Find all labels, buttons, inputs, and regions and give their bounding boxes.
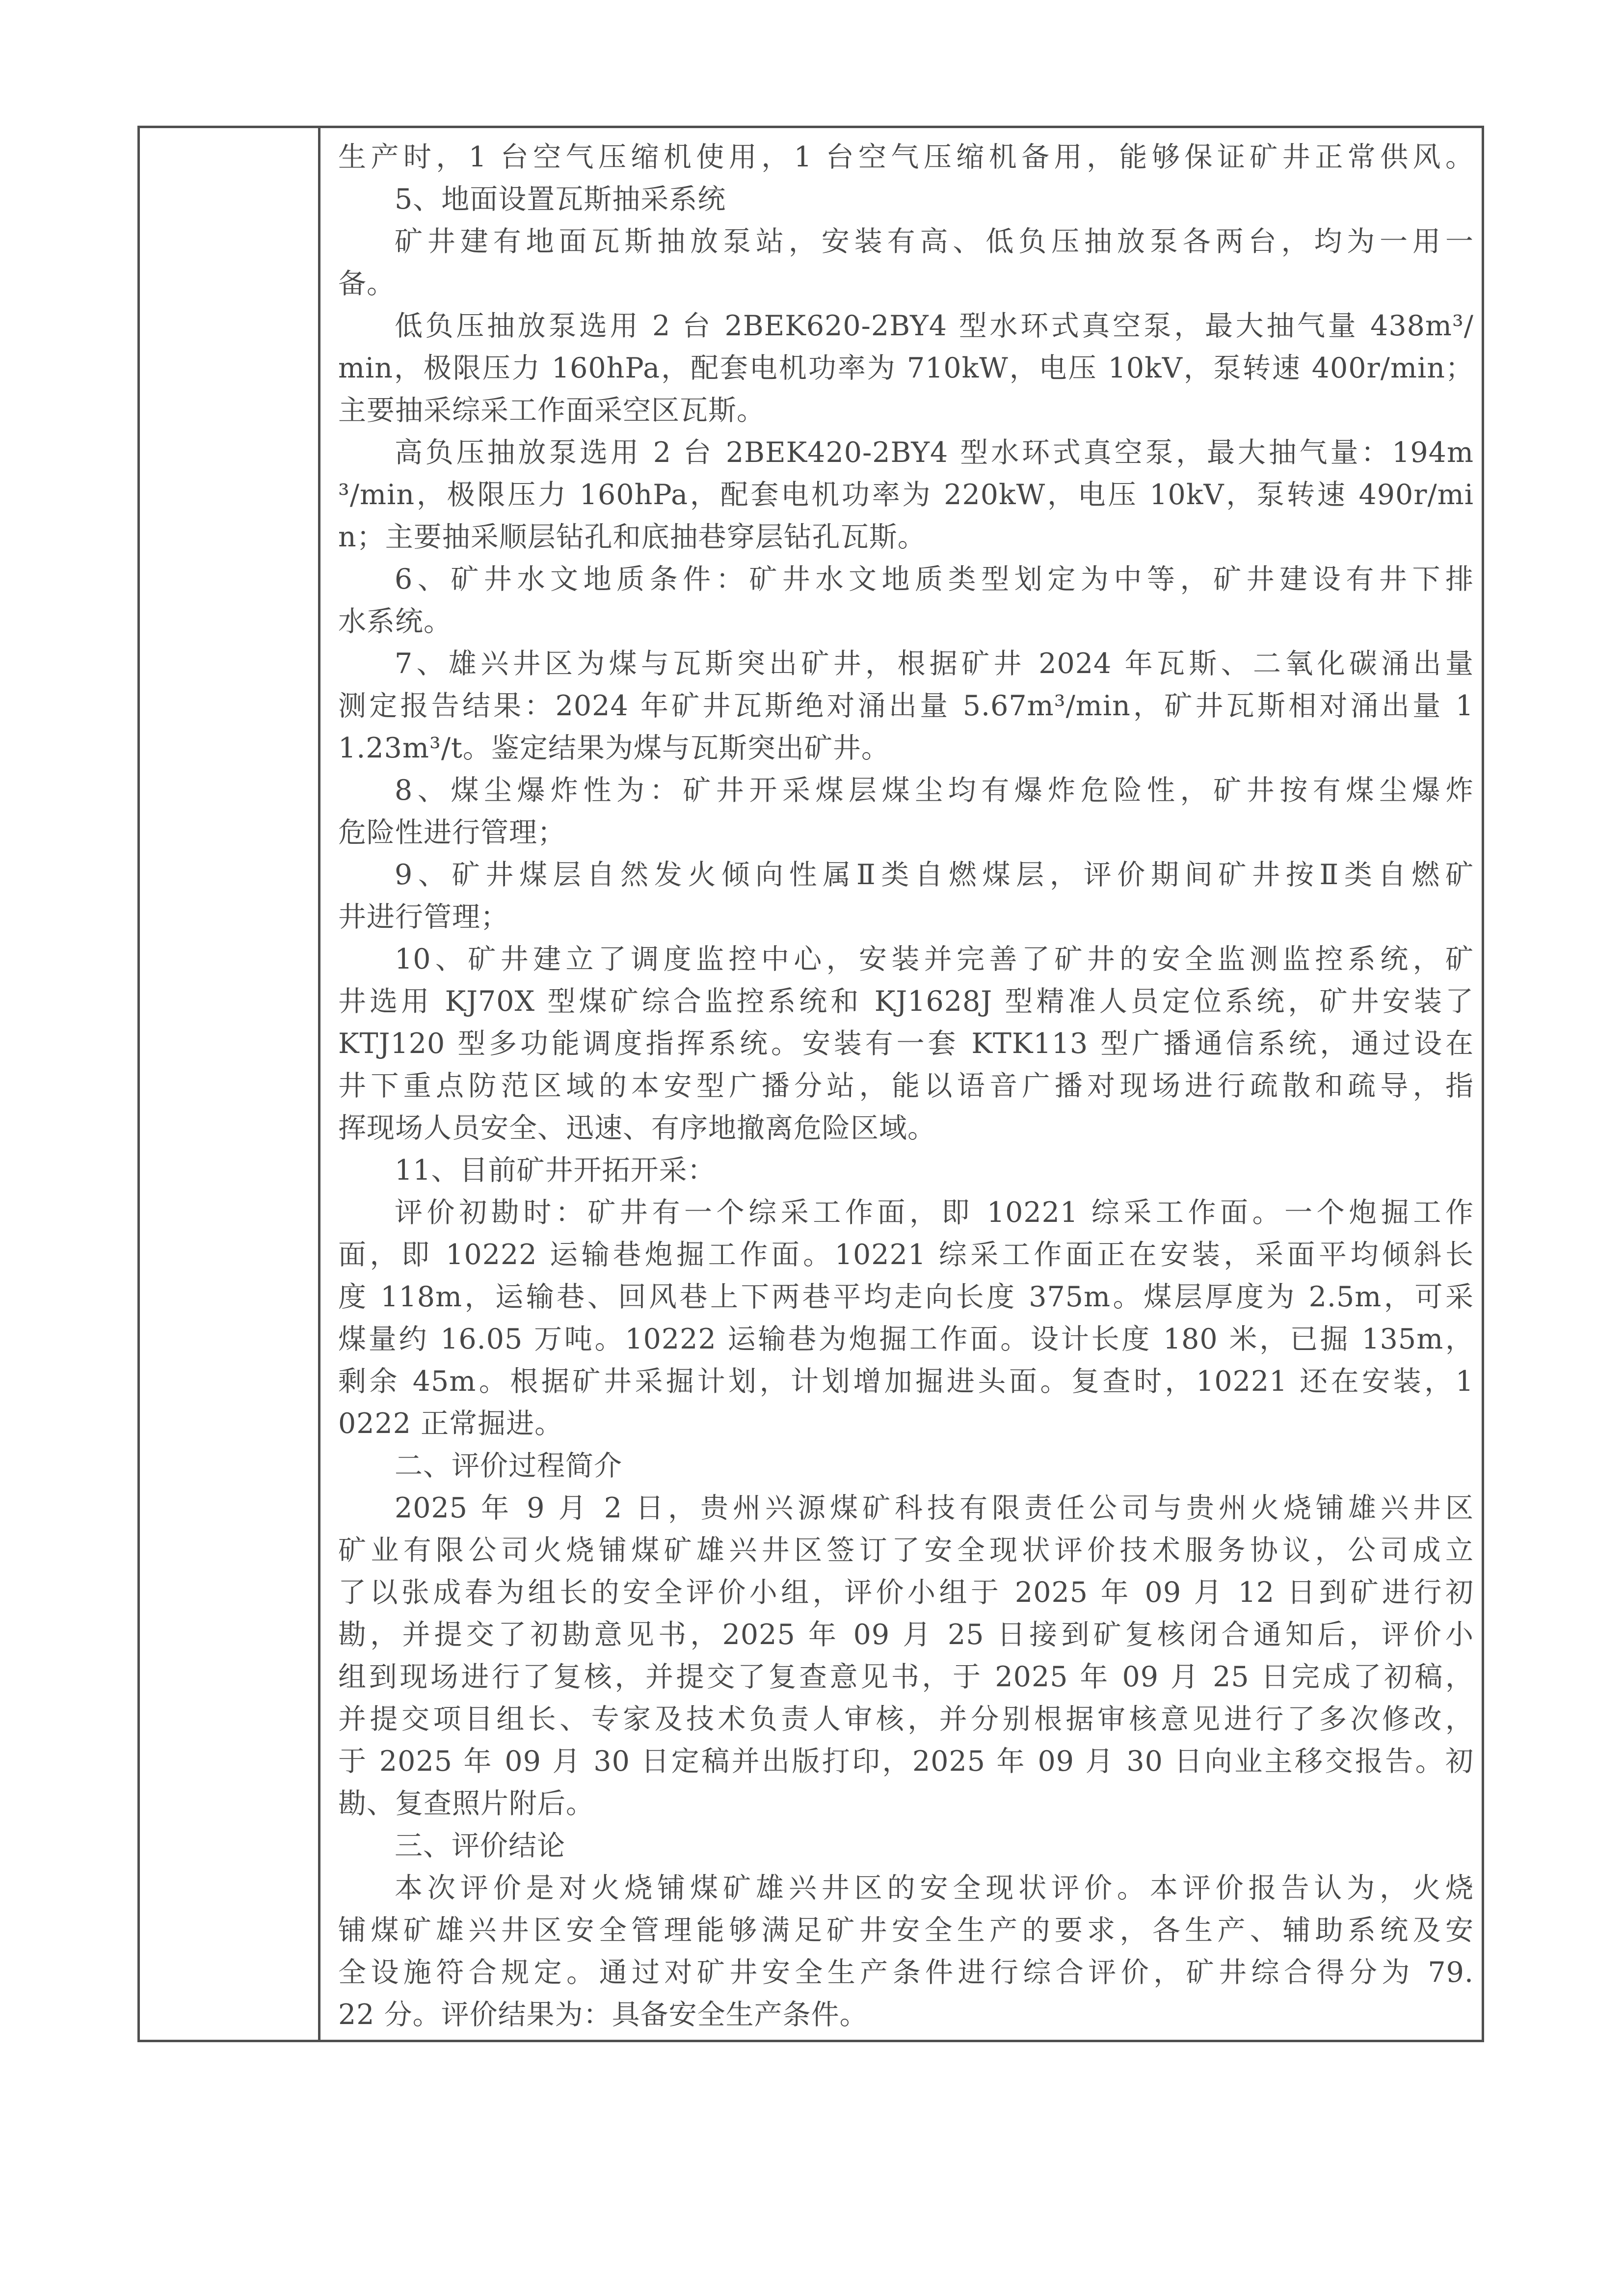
text-line: 评价初勘时：矿井有一个综采工作面，即 10221 综采工作面。一个炮掘工作 xyxy=(395,1196,1474,1229)
text-line: 备。 xyxy=(338,268,395,300)
text-line: 于 2025 年 09 月 30 日定稿并出版打印，2025 年 09 月 30 日向业主移交报告。初 xyxy=(338,1745,1474,1778)
text-line: 6、矿井水文地质条件：矿井水文地质类型划定为中等，矿井建设有井下排 xyxy=(395,563,1474,595)
text-line: 三、评价结论 xyxy=(395,1830,565,1862)
text-line: 7、雄兴井区为煤与瓦斯突出矿井，根据矿井 2024 年瓦斯、二氧化碳涌出量 xyxy=(395,648,1474,680)
text-line: 组到现场进行了复核，并提交了复查意见书，于 2025 年 09 月 25 日完成了初稿， xyxy=(338,1661,1474,1693)
text-line: ³/min，极限压力 160hPa，配套电机功率为 220kW，电压 10kV，泵转速 490r/mi xyxy=(338,479,1474,511)
text-line: 二、评价过程简介 xyxy=(395,1450,622,1482)
text-line: 高负压抽放泵选用 2 台 2BEK420-2BY4 型水环式真空泵，最大抽气量：194m xyxy=(395,436,1474,469)
text-line: min，极限压力 160hPa，配套电机功率为 710kW，电压 10kV，泵转速 400r/min； xyxy=(338,352,1474,384)
text-line: 矿井建有地面瓦斯抽放泵站，安装有高、低负压抽放泵各两台，均为一用一 xyxy=(395,225,1474,258)
text-line: 1.23m³/t。鉴定结果为煤与瓦斯突出矿井。 xyxy=(338,732,890,764)
text-line: 勘，并提交了初勘意见书，2025 年 09 月 25 日接到矿复核闭合通知后，评价小 xyxy=(338,1619,1474,1651)
report-table xyxy=(137,126,1484,2042)
text-line: 全设施符合规定。通过对矿井安全生产条件进行综合评价，矿井综合得分为 79. xyxy=(338,1956,1474,1989)
text-line: 剩余 45m。根据矿井采掘计划，计划增加掘进头面。复查时，10221 还在安装，1 xyxy=(338,1365,1474,1398)
text-line: 主要抽采综采工作面采空区瓦斯。 xyxy=(338,394,765,427)
text-line: 并提交项目组长、专家及技术负责人审核，并分别根据审核意见进行了多次修改， xyxy=(338,1703,1474,1735)
text-line: n；主要抽采顺层钻孔和底抽巷穿层钻孔瓦斯。 xyxy=(338,521,926,553)
text-line: 铺煤矿雄兴井区安全管理能够满足矿井安全生产的要求，各生产、辅助系统及安 xyxy=(338,1914,1474,1946)
text-line: 井进行管理； xyxy=(338,901,509,933)
text-line: 生产时，1 台空气压缩机使用，1 台空气压缩机备用，能够保证矿井正常供风。 xyxy=(338,141,1474,173)
text-line: 面，即 10222 运输巷炮掘工作面。10221 综采工作面正在安装，采面平均倾斜长 xyxy=(338,1239,1474,1271)
text-line: 度 118m，运输巷、回风巷上下两巷平均走向长度 375m。煤层厚度为 2.5m，可采 xyxy=(338,1281,1474,1313)
text-line: 水系统。 xyxy=(338,605,452,638)
text-line: 10、矿井建立了调度监控中心，安装并完善了矿井的安全监测监控系统，矿 xyxy=(395,943,1474,975)
text-line: 危险性进行管理； xyxy=(338,816,566,849)
text-line: 低负压抽放泵选用 2 台 2BEK620-2BY4 型水环式真空泵，最大抽气量 438m³/ xyxy=(395,310,1474,342)
text-line: 煤量约 16.05 万吨。10222 运输巷为炮掘工作面。设计长度 180 米，已掘 135m， xyxy=(338,1323,1474,1355)
text-line: 井下重点防范区域的本安型广播分站，能以语音广播对现场进行疏散和疏导，指 xyxy=(338,1070,1474,1102)
text-line: 5、地面设置瓦斯抽采系统 xyxy=(395,183,726,216)
text-line: 测定报告结果：2024 年矿井瓦斯绝对涌出量 5.67m³/min，矿井瓦斯相对涌出量 1 xyxy=(338,690,1474,722)
text-line: 8、煤尘爆炸性为：矿井开采煤层煤尘均有爆炸危险性，矿井按有煤尘爆炸 xyxy=(395,774,1474,807)
text-line: 9、矿井煤层自然发火倾向性属Ⅱ类自燃煤层，评价期间矿井按Ⅱ类自燃矿 xyxy=(395,859,1474,891)
text-line: 挥现场人员安全、迅速、有序地撤离危险区域。 xyxy=(338,1112,936,1144)
text-line: 0222 正常掘进。 xyxy=(338,1407,563,1440)
text-line: 本次评价是对火烧铺煤矿雄兴井区的安全现状评价。本评价报告认为，火烧 xyxy=(395,1872,1474,1904)
text-line: 2025 年 9 月 2 日，贵州兴源煤矿科技有限责任公司与贵州火烧铺雄兴井区 xyxy=(395,1492,1474,1524)
table-content-cell xyxy=(320,128,1482,2040)
text-line: 井选用 KJ70X 型煤矿综合监控系统和 KJ1628J 型精准人员定位系统，矿井安装了 xyxy=(338,985,1474,1018)
text-line: KTJ120 型多功能调度指挥系统。安装有一套 KTK113 型广播通信系统，通过设在 xyxy=(338,1027,1474,1060)
text-line: 11、目前矿井开拓开采： xyxy=(395,1154,716,1187)
text-line: 勘、复查照片附后。 xyxy=(338,1787,594,1820)
text-line: 了以张成春为组长的安全评价小组，评价小组于 2025 年 09 月 12 日到矿进行初 xyxy=(338,1576,1474,1609)
text-line: 矿业有限公司火烧铺煤矿雄兴井区签订了安全现状评价技术服务协议，公司成立 xyxy=(338,1534,1474,1567)
text-line: 22 分。评价结果为：具备安全生产条件。 xyxy=(338,1999,868,2031)
table-left-column-cell xyxy=(140,128,320,2040)
